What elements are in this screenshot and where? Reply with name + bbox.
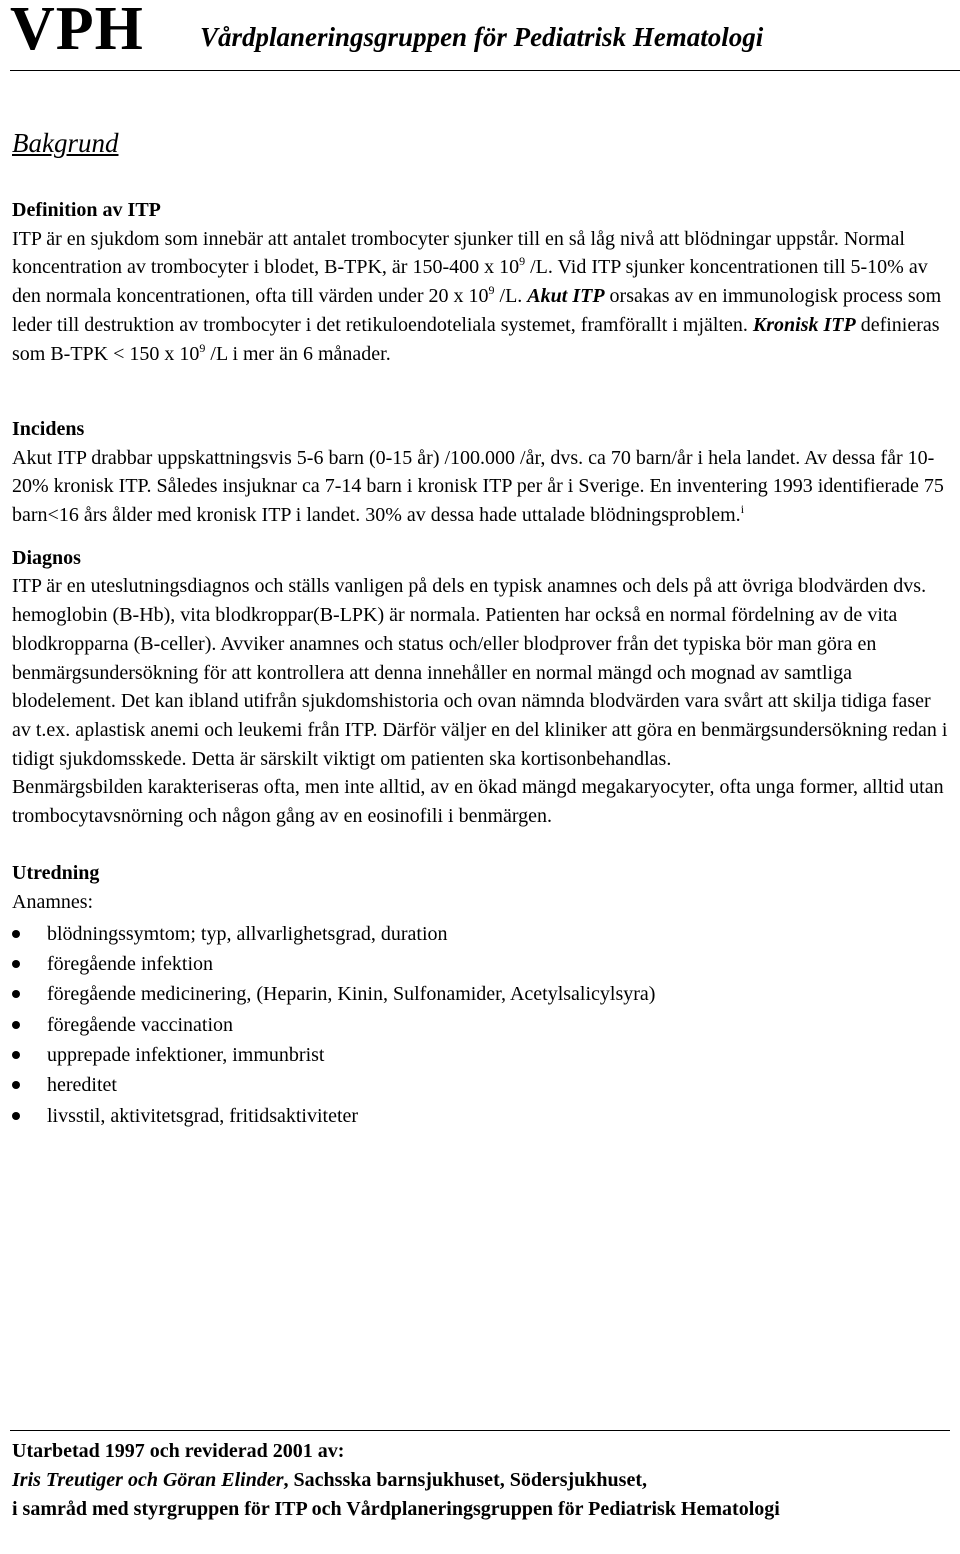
footer-affiliation: , Sachsska barnsjukhuset, Södersjukhuset, xyxy=(283,1469,647,1491)
list-item: blödningssymtom; typ, allvarlighetsgrad, duration xyxy=(12,919,950,949)
list-item: föregående infektion xyxy=(12,949,950,979)
exponent: 9 xyxy=(519,254,526,269)
bullet-icon xyxy=(12,930,20,938)
diagnosis-paragraph: Benmärgsbilden karakteriseras ofta, men inte alltid, av en ökad mängd megakaryocyter, ofta unga former, alltid utan trombocytavsnörning och någon gång av en eosinofili i benmärgen. xyxy=(12,776,944,828)
footer-authors-line xyxy=(12,1466,950,1495)
group-name: Vårdplaneringsgruppen för Pediatrisk Hematologi xyxy=(200,22,764,52)
page-title: Bakgrund xyxy=(12,128,119,158)
bullet-icon xyxy=(12,990,20,998)
definition-text: ITP är en sjukdom som innebär att antalet trombocyter sjunker till en så låg nivå att blödningar uppstår. Normal koncentration av trombocyter i blodet, B-TPK, är 150-400 x $10^9$ /L. Vid ITP sjunker koncentrationen till 5-10% av den normala koncentrationen, ofta till värden under 20 x $10^9$ /L. Akut ITP orsakas av en immunologisk process som leder till destruktion av trombocyter i det retikuloendoteliala systemet, framförallt i mjälten. Kronisk ITP definieras som B-TPK < 150 x $10^9$ /L i mer än 6 månader. xyxy=(12,227,942,365)
list-item: livsstil, aktivitetsgrad, fritidsaktiviteter xyxy=(12,1101,950,1131)
footer xyxy=(12,1437,950,1524)
list-item: föregående medicinering, (Heparin, Kinin, Sulfonamider, Acetylsalicylsyra) xyxy=(12,979,950,1009)
bullet-icon xyxy=(12,1051,20,1059)
bullet-icon xyxy=(12,1021,20,1029)
definition-heading: Definition av ITP xyxy=(12,199,161,221)
incidence-section xyxy=(12,415,950,530)
bullet-icon xyxy=(12,960,20,968)
workup-heading: Utredning xyxy=(12,862,100,885)
diagnosis-section xyxy=(12,544,950,831)
bullet-icon xyxy=(12,1081,20,1089)
document-body xyxy=(12,196,950,1131)
anamnes-label: Anamnes: xyxy=(12,891,94,914)
diagnosis-heading: Diagnos xyxy=(12,546,81,569)
footer-divider xyxy=(10,1430,950,1431)
footnote-marker: i xyxy=(740,502,745,517)
chronic-itp-label: Kronisk ITP xyxy=(752,313,856,336)
definition-section xyxy=(12,196,950,368)
incidence-text: Akut ITP drabbar uppskattningsvis 5-6 barn (0-15 år) /100.000 /år, dvs. ca 70 barn/år i hela landet. Av dessa får 10-20% kronisk ITP. Således insjuknar ca 7-14 barn i kronisk ITP per år i Sverige. En inventering 1993 identifierade 75 barn<16 års ålder med kronisk ITP i landet. 30% av dessa hade uttalade blödningsproblem.$^i$ xyxy=(12,446,944,527)
diagnosis-paragraph: ITP är en uteslutningsdiagnos och ställs vanligen på dels en typisk anamnes och dels på att övriga blodvärden dvs. hemoglobin (B-Hb), vita blodkroppar(B-LPK) är normala. Patienten har också en normal fördelning av de vita blodkropparna (B-celler). Avviker anamnes och status och/eller blodprover från det typiska bör man göra en benmärgsundersökning för att kontrollera att denna innehåller en normal mängd och mognad av samtliga blodelement. Det kan ibland utifrån sjukdomshistoria och ovan nämnda blodvärden vara svårt att skilja tidiga faser av t.ex. aplastisk anemi och leukemi från ITP. Därför väljer en del kliniker att göra en benmärgsundersökning redan i tidigt sjukdomsskede. Detta är särskilt viktigt om patienten ska kortisonbehandlas. xyxy=(12,575,948,770)
page-header xyxy=(10,0,960,71)
list-item: upprepade infektioner, immunbrist xyxy=(12,1040,950,1070)
exponent: 9 xyxy=(199,340,206,355)
footer-collaboration: i samråd med styrgruppen för ITP och Vårdplaneringsgruppen för Pediatrisk Hematologi xyxy=(12,1498,780,1520)
footer-authors: Iris Treutiger och Göran Elinder xyxy=(12,1469,284,1491)
anamnes-list xyxy=(12,919,950,1131)
logo: VPH xyxy=(10,0,144,63)
list-item: hereditet xyxy=(12,1070,950,1100)
workup-section xyxy=(12,859,950,1130)
footer-revision: Utarbetad 1997 och reviderad 2001 av: xyxy=(12,1440,345,1462)
incidence-heading: Incidens xyxy=(12,417,85,440)
acute-itp-label: Akut ITP xyxy=(527,285,605,308)
list-item: föregående vaccination xyxy=(12,1010,950,1040)
bullet-icon xyxy=(12,1112,20,1120)
exponent: 9 xyxy=(488,283,495,298)
